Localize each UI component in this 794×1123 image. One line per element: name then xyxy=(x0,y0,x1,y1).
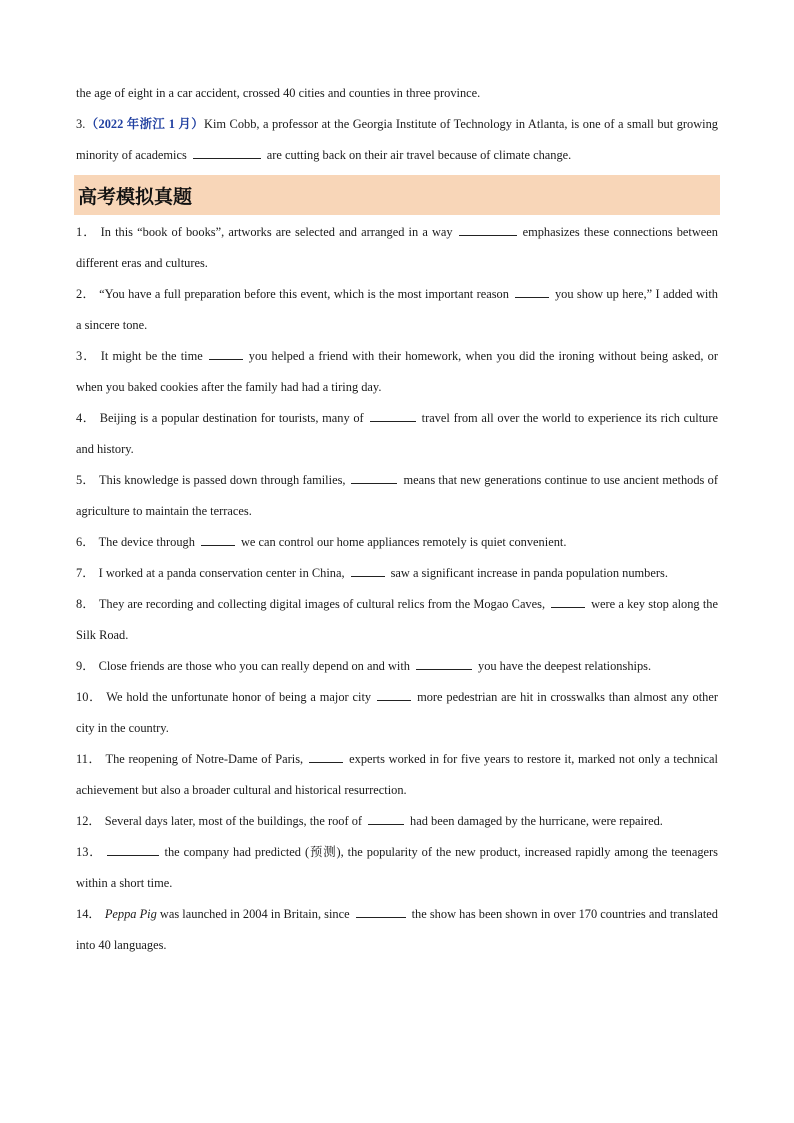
question-item xyxy=(76,465,718,527)
answer-blank[interactable] xyxy=(351,564,385,577)
answer-blank[interactable] xyxy=(201,533,235,546)
question-text: We hold the unfortunate honor of being a major city xyxy=(106,690,372,704)
section-header: 高考模拟真题 xyxy=(74,175,720,215)
question-number: 14． xyxy=(76,907,101,921)
title-italic: Peppa Pig xyxy=(104,907,157,921)
question-item xyxy=(76,403,718,465)
answer-blank[interactable] xyxy=(209,347,243,360)
answer-blank[interactable] xyxy=(459,223,517,236)
question-text: are cutting back on their air travel because of climate change. xyxy=(266,148,572,162)
question-text: experts worked in for five years to restore it, marked not only a technical achievement but also a broader cultural and historical resurrection. xyxy=(76,752,718,797)
question-number: 4． xyxy=(76,411,96,425)
exam-source-tag: （2022 年浙江 1 月） xyxy=(85,117,205,131)
question-text: Close friends are those who you can really depend on and with xyxy=(98,659,410,673)
answer-blank[interactable] xyxy=(377,688,411,701)
answer-blank[interactable] xyxy=(356,905,406,918)
question-item xyxy=(76,651,718,682)
question-list xyxy=(76,217,718,961)
question-text: “You have a full preparation before this event, which is the most important reason xyxy=(99,287,509,301)
question-item xyxy=(76,527,718,558)
question-text: emphasizes these connections between different eras and cultures. xyxy=(76,225,719,270)
answer-blank[interactable] xyxy=(515,285,549,298)
question-text: In this “book of books”, artworks are selected and arranged in a way xyxy=(100,225,453,239)
continued-line: the age of eight in a car accident, crossed 40 cities and counties in three province. xyxy=(76,86,481,100)
question-number: 7． xyxy=(76,566,95,580)
question-text: I worked at a panda conservation center in China, xyxy=(98,566,345,580)
question-text: This knowledge is passed down through families, xyxy=(98,473,346,487)
question-number: 6． xyxy=(76,535,95,549)
question-text: Kim Cobb, a professor at the Georgia Institute of Technology in Atlanta, is one of a small but growing minority of academics xyxy=(76,117,718,162)
question-item xyxy=(76,279,718,341)
question-number: 5． xyxy=(76,473,95,487)
question-text: travel from all over the world to experience its rich culture and history. xyxy=(76,411,718,456)
question-text: the show has been shown in over 170 countries and translated into 40 languages. xyxy=(76,907,718,952)
question-item xyxy=(76,837,718,899)
question-text: had been damaged by the hurricane, were repaired. xyxy=(410,814,663,828)
question-item xyxy=(76,558,718,589)
question-number: 2． xyxy=(76,287,96,301)
question-number: 12． xyxy=(76,814,101,828)
question-item xyxy=(76,806,718,837)
question-text: Several days later, most of the buildings, the roof of xyxy=(104,814,363,828)
question-number: 8． xyxy=(76,597,95,611)
answer-blank[interactable] xyxy=(370,409,416,422)
question-text: you have the deepest relationships. xyxy=(478,659,652,673)
document-page xyxy=(76,78,718,961)
question-number: 1． xyxy=(76,225,97,239)
answer-blank[interactable] xyxy=(551,595,585,608)
question-text: was launched in 2004 in Britain, since xyxy=(159,907,350,921)
question-number: 3. xyxy=(76,117,86,131)
question-item xyxy=(76,682,718,744)
question-number: 3． xyxy=(76,349,97,363)
question-number: 13． xyxy=(76,845,103,859)
question-number: 10． xyxy=(76,690,103,704)
answer-blank[interactable] xyxy=(416,657,472,670)
answer-blank[interactable] xyxy=(193,146,261,159)
question-text: The device through xyxy=(98,535,195,549)
answer-blank[interactable] xyxy=(107,843,159,856)
question-item xyxy=(76,899,718,961)
question-text: more pedestrian are hit in crosswalks than almost any other city in the country. xyxy=(76,690,718,735)
question-item xyxy=(76,589,718,651)
question-number: 11． xyxy=(76,752,102,766)
answer-blank[interactable] xyxy=(351,471,397,484)
question-text: you show up here,” I added with a sincere tone. xyxy=(76,287,718,332)
question-text: you helped a friend with their homework, when you did the ironing without being asked, or when you baked cookies after the family had had a tiring day. xyxy=(76,349,718,394)
question-text: The reopening of Notre-Dame of Paris, xyxy=(105,752,304,766)
question-text: we can control our home appliances remotely is quiet convenient. xyxy=(240,535,567,549)
question-text: the company had predicted (预测), the popularity of the new product, increased rapidly among the teenagers within a short time. xyxy=(76,845,718,890)
answer-blank[interactable] xyxy=(309,750,343,763)
question-number: 9． xyxy=(76,659,95,673)
question-3-previous xyxy=(76,109,718,171)
question-item xyxy=(76,341,718,403)
question-text: means that new generations continue to use ancient methods of agriculture to maintain the terraces. xyxy=(76,473,718,518)
answer-blank[interactable] xyxy=(368,812,404,825)
question-text: Beijing is a popular destination for tourists, many of xyxy=(99,411,364,425)
question-text: were a key stop along the Silk Road. xyxy=(76,597,718,642)
question-text: It might be the time xyxy=(100,349,203,363)
question-text: saw a significant increase in panda population numbers. xyxy=(390,566,668,580)
question-item xyxy=(76,744,718,806)
question-text: They are recording and collecting digital images of cultural relics from the Mogao Caves, xyxy=(98,597,546,611)
question-item xyxy=(76,217,718,279)
